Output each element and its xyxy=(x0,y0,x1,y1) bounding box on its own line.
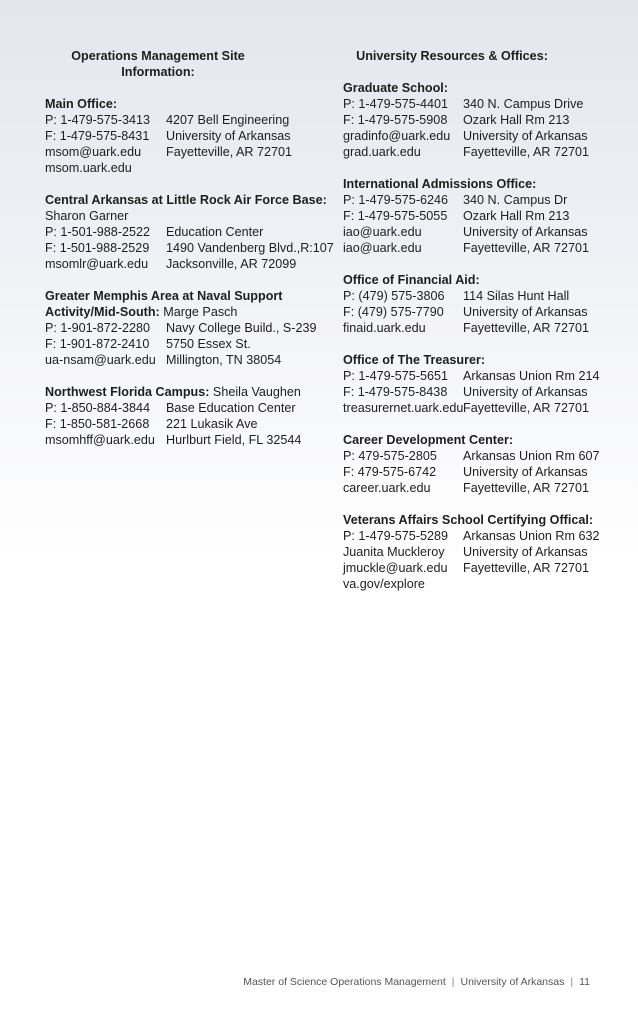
contact-row: F: (479) 575-7790 University of Arkansas xyxy=(343,305,588,319)
contact-international-admissions xyxy=(343,176,633,256)
contact-person: Marge Pasch xyxy=(159,305,238,319)
contact-row: iao@uark.edu University of Arkansas xyxy=(343,225,588,239)
contact-treasurer xyxy=(343,352,633,416)
contact-row: F: 479-575-6742 University of Arkansas xyxy=(343,465,588,479)
section-heading: Greater Memphis Area at Naval Support xyxy=(45,289,283,303)
contact-row: iao@uark.edu Fayetteville, AR 72701 xyxy=(343,241,590,255)
contact-row: ua-nsam@uark.edu Millington, TN 38054 xyxy=(45,353,282,367)
contact-northwest-florida xyxy=(45,384,335,448)
contact-central-arkansas xyxy=(45,192,335,272)
contact-financial-aid xyxy=(343,272,633,336)
contact-row: finaid.uark.edu Fayetteville, AR 72701 xyxy=(343,321,590,335)
contact-row: P: 479-575-2805 Arkansas Union Rm 607 xyxy=(343,449,600,463)
contact-greater-memphis xyxy=(45,288,335,368)
section-heading: Main Office: xyxy=(45,97,118,111)
contact-row: grad.uark.edu Fayetteville, AR 72701 xyxy=(343,145,590,159)
contact-graduate-school xyxy=(343,80,633,160)
contact-row: F: 1-501-988-2529 1490 Vandenberg Blvd.,R:107 xyxy=(45,241,334,255)
contact-row: P: (479) 575-3806 114 Silas Hunt Hall xyxy=(343,289,570,303)
contact-row: F: 1-850-581-2668 221 Lukasik Ave xyxy=(45,417,258,431)
page-footer xyxy=(0,976,590,988)
contact-row: P: 1-479-575-5651 Arkansas Union Rm 214 xyxy=(343,369,600,383)
section-heading: Graduate School: xyxy=(343,81,448,95)
right-column xyxy=(343,48,633,608)
right-column-title: University Resources & Offices: xyxy=(356,49,548,63)
section-heading: Office of Financial Aid: xyxy=(343,273,480,287)
contact-person: Sheila Vaughen xyxy=(209,385,301,399)
contact-row: msom@uark.edu Fayetteville, AR 72701 xyxy=(45,145,293,159)
contact-row: F: 1-479-575-8438 University of Arkansas xyxy=(343,385,588,399)
contact-row: jmuckle@uark.edu Fayetteville, AR 72701 xyxy=(343,561,590,575)
contact-veterans-affairs xyxy=(343,512,633,592)
contact-row: F: 1-479-575-8431 University of Arkansas xyxy=(45,129,291,143)
contact-career-development xyxy=(343,432,633,496)
contact-row: career.uark.edu Fayetteville, AR 72701 xyxy=(343,481,590,495)
contact-row: gradinfo@uark.edu University of Arkansas xyxy=(343,129,588,143)
contact-row: P: 1-479-575-6246 340 N. Campus Dr xyxy=(343,193,568,207)
contact-row: F: 1-479-575-5908 Ozark Hall Rm 213 xyxy=(343,113,570,127)
section-heading: Career Development Center: xyxy=(343,433,514,447)
contact-row: P: 1-479-575-3413 4207 Bell Engineering xyxy=(45,113,290,127)
footer-separator: | xyxy=(570,976,574,988)
section-heading: Northwest Florida Campus: Sheila Vaughen xyxy=(45,385,301,399)
contact-row: msom.uark.edu xyxy=(45,161,132,175)
contact-row: F: 1-479-575-5055 Ozark Hall Rm 213 xyxy=(343,209,570,223)
contact-row: P: 1-901-872-2280 Navy College Build., S-239 xyxy=(45,321,317,335)
page-number: 11 xyxy=(579,976,590,988)
footer-separator: | xyxy=(451,976,455,988)
contact-row: P: 1-479-575-4401 340 N. Campus Drive xyxy=(343,97,584,111)
section-heading-line2: Activity/Mid-South: Marge Pasch xyxy=(45,305,238,319)
contact-row: msomhff@uark.edu Hurlburt Field, FL 32544 xyxy=(45,433,302,447)
footer-program: Master of Science Operations Management xyxy=(243,976,446,988)
section-heading: International Admissions Office: xyxy=(343,177,537,191)
contact-row: msomlr@uark.edu Jacksonville, AR 72099 xyxy=(45,257,297,271)
contact-row: P: 1-501-988-2522 Education Center xyxy=(45,225,264,239)
contact-row: F: 1-901-872-2410 5750 Essex St. xyxy=(45,337,251,351)
contact-row: P: 1-479-575-5289 Arkansas Union Rm 632 xyxy=(343,529,600,543)
contact-row: P: 1-850-884-3844 Base Education Center xyxy=(45,401,296,415)
contact-row: treasurernet.uark.edu Fayetteville, AR 72701 xyxy=(343,401,590,415)
left-column-title: Operations Management Site Information: xyxy=(71,49,245,79)
section-heading: Office of The Treasurer: xyxy=(343,353,486,367)
contact-row: va.gov/explore xyxy=(343,577,425,591)
section-heading: Central Arkansas at Little Rock Air Force Base: xyxy=(45,193,327,207)
contact-row: Sharon Garner xyxy=(45,209,129,223)
contact-main-office xyxy=(45,96,335,176)
left-column xyxy=(45,48,335,464)
contact-row: Juanita Muckleroy University of Arkansas xyxy=(343,545,588,559)
footer-university: University of Arkansas xyxy=(460,976,565,988)
section-heading: Veterans Affairs School Certifying Offical: xyxy=(343,513,594,527)
